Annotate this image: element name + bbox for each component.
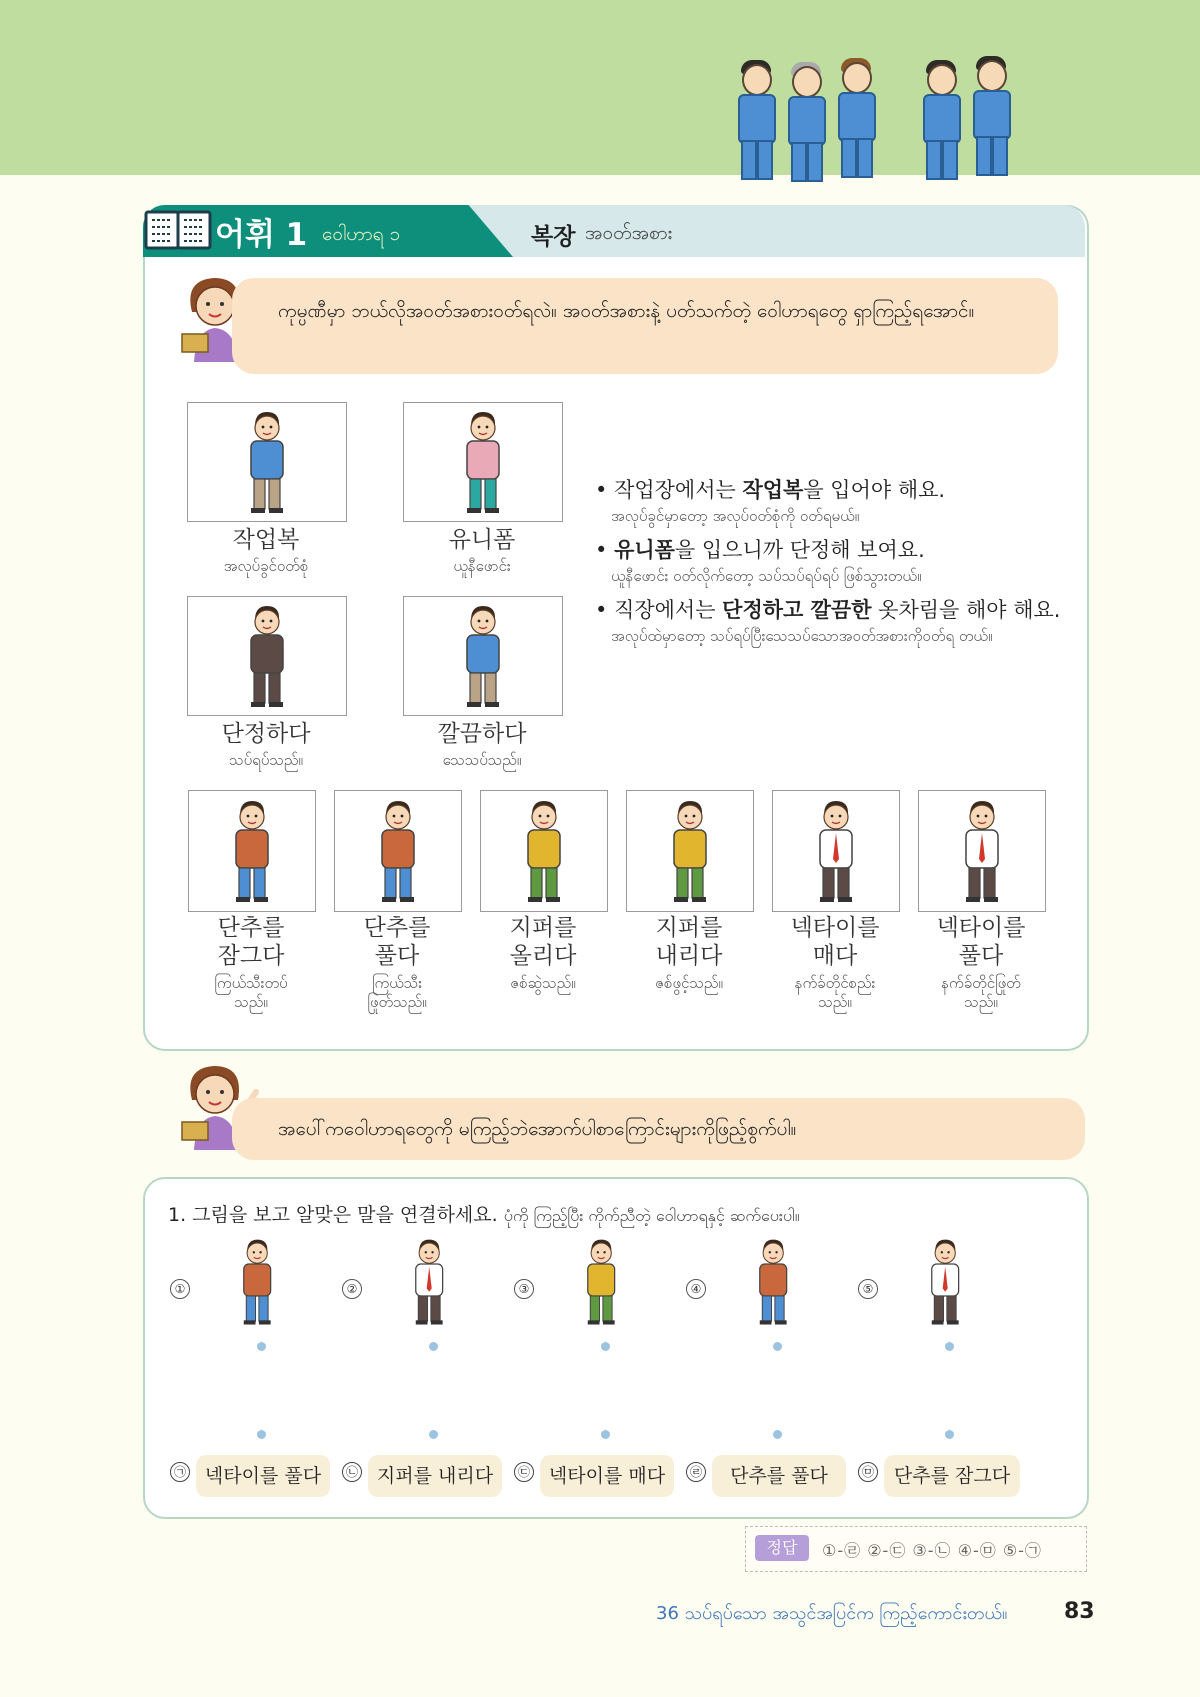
exercise-instruction: [168, 1200, 800, 1229]
vocab-small-word-ko: 단추를: [363, 915, 431, 941]
question-person-figure: [748, 1238, 798, 1325]
match-dot-top[interactable]: [945, 1342, 954, 1351]
answer-text: ①-㉣ ②-㉢ ③-㉡ ④-㉤ ⑤-㉠: [822, 1541, 1042, 1560]
sentence-keyword: 유니폼: [614, 538, 675, 562]
question-person-figure: [920, 1238, 970, 1325]
example-sentence-ko: • 작업장에서는 작업복을 입어야 해요.: [595, 478, 946, 502]
vocab-image-box: [403, 596, 563, 716]
intro-bubble: [232, 278, 1058, 374]
option-mark: ㉤: [858, 1462, 878, 1482]
book-icon: [143, 206, 213, 254]
vocab-image-box: [187, 596, 347, 716]
question-figure: [748, 1244, 808, 1348]
vocab-small-person-figure: [952, 799, 1012, 903]
review-bubble-text: အပေါ်ကဝေါဟာရတွေကို မကြည့်ဘဲအောက်ပါစာကြောင်းများကိုဖြည့်စွက်ပါ။: [278, 1118, 797, 1140]
vocab-small-image-box: [626, 790, 754, 912]
vocab-word-ko: 단정하다: [221, 721, 311, 747]
vocab-small-word-ko: 잠그다: [217, 943, 285, 969]
vocab-small-person-figure: [368, 799, 428, 903]
question-person-figure: [232, 1238, 282, 1325]
vocab-word-ko: 깔끔하다: [437, 721, 527, 747]
vocab-small-word-my: ကြယ်သီးတပ်: [214, 974, 288, 992]
question-person-figure: [404, 1238, 454, 1325]
option-box[interactable]: 단추를 잠그다: [884, 1455, 1020, 1497]
header-band: [0, 0, 1200, 175]
topic-title-my: အဝတ်အစား: [585, 222, 673, 244]
intro-bubble-text: ကုမ္ပဏီမှာ ဘယ်လိုအဝတ်အစားဝတ်ရလဲ။ အဝတ်အစားနဲ့ ပတ်သက်တဲ့ ဝေါဟာရတွေ ရှာကြည့်ရအောင်။: [278, 300, 975, 322]
vocab-small-image-box: [480, 790, 608, 912]
example-sentences: [595, 476, 1065, 656]
exercise-instruction-my: ပုံကို ကြည့်ပြီး ကိုက်ညီတဲ့ ဝေါဟာရနှင့် ဆက်ပေးပါ။: [503, 1206, 800, 1225]
example-sentence-ko: • 직장에서는 단정하고 깔끔한 옷차림을 해야 해요.: [595, 598, 1061, 622]
match-dot-top[interactable]: [257, 1342, 266, 1351]
vocab-small-word-my: သည်။: [964, 993, 998, 1011]
vocab-small-word-ko: 내리다: [655, 943, 723, 969]
sentence-suffix: 옷차림을 해야 해요.: [871, 598, 1061, 622]
footer-chapter-title: 36 သပ်ရပ်သော အသွင်အပြင်က ကြည့်ကောင်းတယ်။: [656, 1603, 1008, 1624]
page-number: 83: [1064, 1599, 1095, 1624]
option-box[interactable]: 넥타이를 매다: [540, 1455, 674, 1497]
match-dot-top[interactable]: [601, 1342, 610, 1351]
vocab-small-image-box: [918, 790, 1046, 912]
question-figure: [404, 1244, 464, 1348]
question-figure: [232, 1244, 292, 1348]
vocab-small-word-ko: 단추를: [217, 915, 285, 941]
vocab-small-word-ko: 풀다: [374, 943, 420, 969]
vocab-small-word-my: ကြယ်သီး: [371, 974, 423, 992]
vocab-small-word-my: ဖြုတ်သည်။: [367, 993, 427, 1011]
match-dot-top[interactable]: [773, 1342, 782, 1351]
vocab-small-person-figure: [514, 799, 574, 903]
example-sentence-my: အလုပ်ထဲမှာတော့ သပ်ရပ်ပြီးသေသပ်သောအဝတ်အစားကိုဝတ်ရ တယ်။: [611, 627, 993, 645]
option-box[interactable]: 넥타이를 풀다: [196, 1455, 330, 1497]
example-sentence-ko: • 유니폼을 입으니까 단정해 보여요.: [595, 538, 925, 562]
vocab-person-figure: [237, 410, 297, 514]
vocab-word-my: သေသပ်သည်။: [442, 751, 522, 769]
sentence-suffix: 을 입으니까 단정해 보여요.: [674, 538, 925, 562]
sentence-keyword: 작업복: [742, 478, 804, 502]
sentence-prefix: 작업장에서는: [614, 478, 743, 502]
vocab-small-word-my: သည်။: [234, 993, 268, 1011]
vocab-small-word-my: ဇစ်ဆွဲသည်။: [510, 974, 576, 992]
vocab-small-word-ko: 매다: [812, 943, 858, 969]
vocab-image-box: [187, 402, 347, 522]
vocab-word-my: သပ်ရပ်သည်။: [229, 751, 303, 769]
question-number: ③: [514, 1279, 534, 1299]
workers-illustration: [736, 60, 1016, 175]
topic-title: 복장: [531, 224, 576, 250]
question-number: ①: [170, 1279, 190, 1299]
vocab-person-figure: [453, 604, 513, 708]
match-dot-bottom[interactable]: [257, 1430, 266, 1439]
match-dot-bottom[interactable]: [429, 1430, 438, 1439]
vocab-word-my: ယူနီဖောင်း: [453, 557, 511, 575]
example-sentence-my: ယူနီဖောင်း ဝတ်လိုက်တော့ သပ်သပ်ရပ်ရပ် ဖြစ်သွားတယ်။: [611, 567, 922, 585]
option-box[interactable]: 지퍼를 내리다: [368, 1455, 502, 1497]
option-mark: ㉡: [342, 1462, 362, 1482]
vocab-person-figure: [237, 604, 297, 708]
vocab-person-figure: [453, 410, 513, 514]
vocab-small-word-my: နက်ခ်တိုင်စည်း: [794, 974, 876, 992]
vocab-small-word-ko: 올리다: [509, 943, 577, 969]
vocab-image-box: [403, 402, 563, 522]
example-sentence-my: အလုပ်ခွင်မှာတော့ အလုပ်ဝတ်စုံကို ဝတ်ရမယ်။: [611, 507, 860, 525]
option-mark: ㉠: [170, 1462, 190, 1482]
vocab-small-person-figure: [660, 799, 720, 903]
match-dot-bottom[interactable]: [945, 1430, 954, 1439]
vocab-small-word-my: နက်ခ်တိုင်ဖြုတ်: [941, 974, 1021, 992]
vocab-small-word-my: ဇစ်ဖွင့်သည်။: [655, 974, 723, 992]
section-label-my: ဝေါဟာရ ၁: [322, 223, 401, 245]
question-figure: [576, 1244, 636, 1348]
match-dot-bottom[interactable]: [773, 1430, 782, 1439]
vocab-small-image-box: [188, 790, 316, 912]
vocab-word-ko: 작업복: [232, 527, 300, 553]
option-box[interactable]: 단추를 풀다: [712, 1455, 846, 1497]
vocab-small-word-ko: 지퍼를: [509, 915, 577, 941]
question-number: ⑤: [858, 1279, 878, 1299]
sentence-prefix: 직장에서는: [614, 598, 723, 622]
option-mark: ㉢: [514, 1462, 534, 1482]
vocab-word-ko: 유니폼: [448, 527, 516, 553]
question-figure: [920, 1244, 980, 1348]
answer-label: 정답: [755, 1535, 809, 1561]
option-mark: ㉣: [686, 1462, 706, 1482]
section-label: 어휘 1: [215, 217, 308, 253]
sentence-keyword: 단정하고 깔끔한: [722, 598, 872, 622]
vocab-small-word-ko: 넥타이를: [790, 915, 880, 941]
exercise-instruction-ko: 1. 그림을 보고 알맞은 말을 연결하세요.: [168, 1204, 498, 1226]
vocab-word-my: အလုပ်ခွင်ဝတ်စုံ: [223, 557, 309, 575]
vocab-small-person-figure: [806, 799, 866, 903]
vocab-small-word-ko: 넥타이를: [936, 915, 1026, 941]
question-number: ②: [342, 1279, 362, 1299]
match-dot-bottom[interactable]: [601, 1430, 610, 1439]
vocab-small-word-ko: 지퍼를: [655, 915, 723, 941]
vocab-small-image-box: [334, 790, 462, 912]
vocab-small-person-figure: [222, 799, 282, 903]
vocab-small-image-box: [772, 790, 900, 912]
vocab-small-word-my: သည်။: [818, 993, 852, 1011]
question-number: ④: [686, 1279, 706, 1299]
vocab-small-word-ko: 풀다: [958, 943, 1004, 969]
match-dot-top[interactable]: [429, 1342, 438, 1351]
question-person-figure: [576, 1238, 626, 1325]
sentence-suffix: 을 입어야 해요.: [803, 478, 946, 502]
